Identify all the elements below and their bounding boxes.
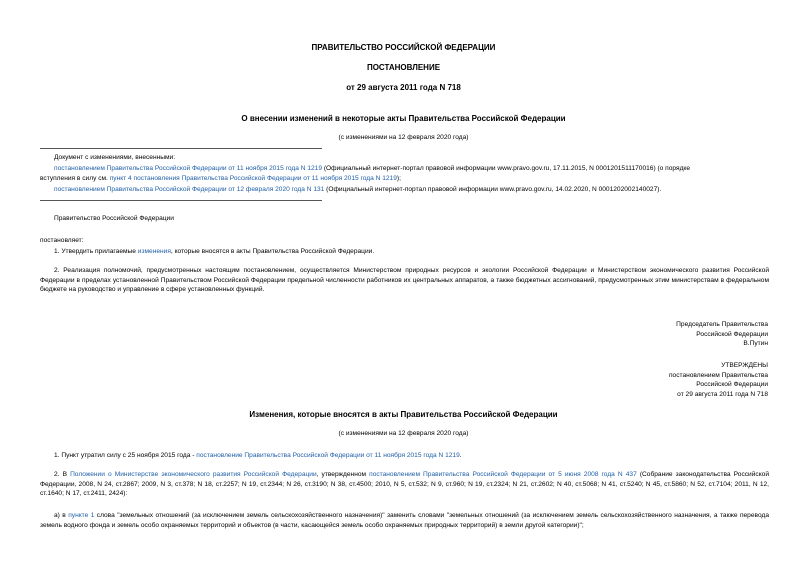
changes-item-1-cont-link[interactable]: пункт 4 постановления Правительства Российской Федерации от 11 ноября 2015 года N 1219 [109,175,397,182]
annex-paragraph-3 [40,511,769,530]
paragraph-1-text-a: 1. Утвердить прилагаемые [54,248,138,255]
issuing-authority: ПРАВИТЕЛЬСТВО РОССИЙСКОЙ ФЕДЕРАЦИИ [311,43,496,52]
changes-item-1-continuation [40,174,770,184]
annex-paragraph-1 [54,451,769,461]
annex-paragraph-2 [40,470,769,499]
annex-paragraph-2-text-a: 2. В [54,471,71,478]
annex-paragraph-2-link-2[interactable]: постановлением Правительства Российской Федерации от 5 июня 2008 года N 437 [369,471,637,478]
changes-item-1-cont-text: вступления в силу см. [40,175,110,182]
approved-block [669,361,768,399]
paragraph-1 [54,247,769,257]
approved-line-4: от 29 августа 2011 года N 718 [677,390,768,398]
changes-item-1-link[interactable]: постановлением Правительства Российской Федерации от 11 ноября 2015 года N 1219 [54,165,322,172]
changes-rule-top [40,148,322,149]
annex-paragraph-3-text-b: слова "земельных отношений (за исключением земель сельскохозяйственного назначения)" заменить словами "земельных отношений (за исключением земель сельскохозяйственного назначения, а также перевода земель водного фонда и земель особо охраняемых территорий и объектов (в части, касающейся земель особо охраняемых природных территорий) в земли другой категории)"; [40,512,769,529]
approved-line-3: Российской Федерации [696,381,768,389]
changes-item-1-text: (Официальный интернет-портал правовой информации www.pravo.gov.ru, 17.11.2015, N 0001201511170016) (о порядке [322,165,691,172]
signature-name: В.Путин [743,340,768,348]
paragraph-2: 2. Реализация полномочий, предусмотренных настоящим постановлением, осуществляется Министерством природных ресурсов и экологии Российской Федерации и Министерством экономического развития Российской Федерации в пределах установленной Правительством Российской Федерации предельной численности работников их центральных аппаратов, а также бюджетных ассигнований, предусмотренных этим министерствам в федеральном бюджете на руководство и управление в сфере установленных функций. [40,267,769,294]
annex-paragraph-3-text-a: а) в [54,512,69,519]
changes-item-2 [54,185,769,195]
changes-intro: Документ с изменениями, внесенными: [54,154,176,161]
annex-paragraph-1-text-a: 1. Пункт утратил силу с 25 ноября 2015 года - [54,452,197,459]
signature-line-2: Российской Федерации [696,330,768,338]
paragraph-1-link[interactable]: изменения [137,248,171,255]
signature-line-1: Председатель Правительства [676,321,768,328]
annex-paragraph-2-text-c: (Собрание законодательства Российской Федерации, 2008, N 24, ст.2867; 2009, N 3, ст.378; N 18, ст.2257; N 19, ст.2344; N 26, ст.3190; N 38, ст.4500; 2010, N 5, ст.532; N 9, ст.960; N 19, ст.2324; N 21, ст.2602; N 40, ст.5068; N 41, ст.5240; N 45, ст.5860; N 52, ст.7104; 2011, N 12, ст.1640; N 17, ст.2411, 2424): [40,471,770,498]
annex-title: Изменения, которые вносятся в акты Правительства Российской Федерации [249,410,558,419]
government-label: Правительство Российской Федерации [54,215,174,222]
paragraph-1-text-b: , которые вносятся в акты Правительства Российской Федерации. [170,248,375,255]
approved-line-1: УТВЕРЖДЕНЫ [721,362,768,369]
annex-paragraph-3-link[interactable]: пункте 1 [68,512,95,519]
document-type: ПОСТАНОВЛЕНИЕ [366,63,441,72]
annex-paragraph-1-link[interactable]: постановление Правительства Российской Федерации от 11 ноября 2015 года N 1219 [196,452,460,459]
document-title: О внесении изменений в некоторые акты Правительства Российской Федерации [241,114,566,123]
signature-block [676,320,768,349]
annex-paragraph-2-text-b: , утвержденном [316,471,370,478]
changes-item-1 [54,164,769,174]
approved-line-2: постановлением Правительства [668,371,768,379]
annex-paragraph-2-link-1[interactable]: Положении о Министерстве экономического развития Российской Федерации [70,471,317,478]
changes-item-2-text: (Официальный интернет-портал правовой информации www.pravo.gov.ru, 14.02.2020, N 0001202002140027). [324,186,662,193]
changes-item-2-link[interactable]: постановлением Правительства Российской Федерации от 12 февраля 2020 года N 131 [54,186,325,193]
document-date-number: от 29 августа 2011 года N 718 [346,83,461,92]
annex-amended-note: (с изменениями на 12 февраля 2020 года) [338,430,469,437]
amended-note: (с изменениями на 12 февраля 2020 года) [338,134,469,141]
annex-paragraph-1-text-b: . [459,452,462,459]
changes-rule-bottom [40,200,322,201]
changes-item-1-cont-end: ); [396,175,401,182]
resolves-label: постановляет: [40,237,84,244]
